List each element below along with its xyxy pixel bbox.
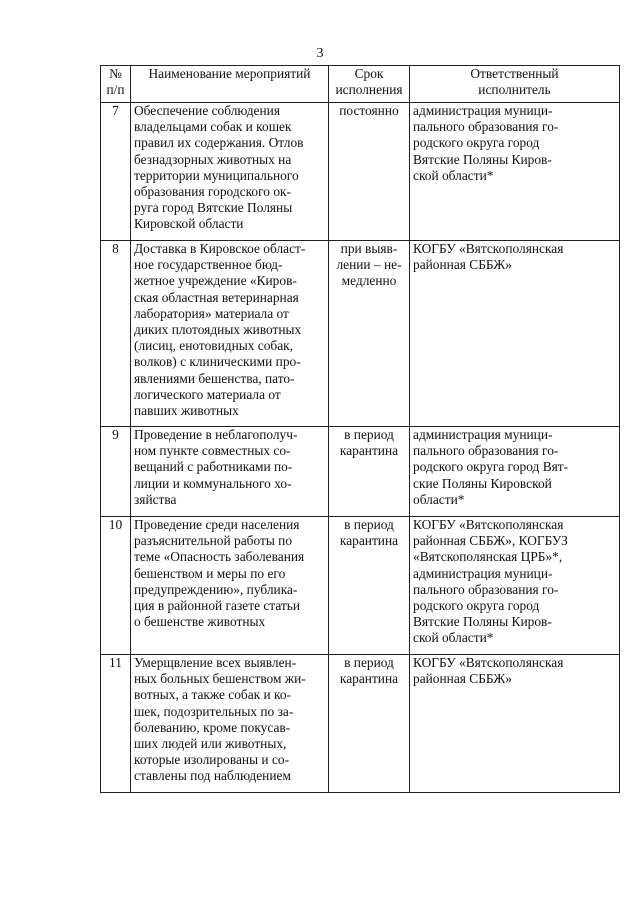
event-name [131, 241, 329, 427]
text-line: ской области* [413, 630, 494, 646]
text-line: территории муниципального [134, 167, 299, 183]
text-line: Вятские Поляны Киров- [413, 151, 552, 167]
text-line: вещаний с работниками по- [134, 459, 293, 475]
text-line: волков) с клиническими про- [134, 354, 301, 370]
text-line: вотных, а также собак и ко- [134, 687, 292, 703]
text-line: (лисиц, енотовидных собак, [134, 338, 294, 354]
text-line: пального образования го- [413, 119, 559, 135]
header-event-name [131, 66, 329, 103]
text-line: Умерщвление всех выявлен- [134, 655, 297, 670]
text-line: ской области* [413, 167, 494, 183]
table-row [101, 103, 620, 241]
text-line: зяйства [134, 491, 177, 507]
text-line: администрация муници- [413, 427, 553, 442]
deadline [329, 103, 410, 241]
text-line: администрация муници- [413, 103, 553, 118]
text-line: пального образования го- [413, 581, 559, 597]
text-line: явлениями бешенства, пато- [134, 370, 295, 386]
text-line: исполнитель [478, 82, 551, 98]
text-line: КОГБУ «Вятскополянская [413, 517, 564, 532]
text-line: КОГБУ «Вятскополянская [413, 655, 564, 670]
text-line: родского округа город [413, 135, 540, 151]
text-line: Срок [354, 66, 384, 81]
header-number [101, 66, 131, 103]
responsible [410, 241, 620, 427]
text-line: пального образования го- [413, 443, 559, 459]
table-header-row [101, 66, 620, 103]
text-line: карантина [339, 443, 399, 459]
text-line: правил их содержания. Отлов [134, 135, 304, 151]
text-line: карантина [339, 533, 399, 549]
row-number: 10 [101, 517, 131, 655]
header-responsible [410, 66, 620, 103]
text-line: п/п [106, 82, 125, 98]
text-line: Кировской области [134, 216, 244, 232]
row-number: 7 [101, 103, 131, 241]
text-line: районная СББЖ» [413, 671, 512, 687]
table-row [101, 241, 620, 427]
text-line: жетное учреждение «Киров- [134, 273, 297, 289]
text-line: ские Поляны Кировской [413, 475, 552, 491]
text-line: № [109, 66, 122, 81]
text-line: медленно [341, 273, 397, 289]
text-line: карантина [339, 671, 399, 687]
text-line: теме «Опасность заболевания [134, 549, 305, 565]
event-name [131, 103, 329, 241]
text-line: Проведение среди населения [134, 517, 300, 532]
text-line: Доставка в Кировское област- [134, 241, 306, 256]
text-line: районная СББЖ», КОГБУЗ [413, 533, 568, 549]
deadline [329, 427, 410, 517]
responsible [410, 517, 620, 655]
text-line: ших людей или животных, [134, 736, 287, 752]
text-line: родского округа город [413, 598, 540, 614]
text-line: ставлены под наблюдением [134, 768, 291, 784]
text-line: КОГБУ «Вятскополянская [413, 241, 564, 256]
text-line: ном пункте совместных со- [134, 443, 291, 459]
page-number: 3 [316, 46, 324, 61]
text-line: лиции и коммунального хо- [134, 475, 292, 491]
text-line: руга город Вятские Поляны [134, 200, 293, 216]
text-line: области* [413, 491, 465, 507]
text-line: районная СББЖ» [413, 257, 512, 273]
text-line: безнадзорных животных на [134, 151, 292, 167]
row-number: 8 [101, 241, 131, 427]
text-line: логического материала от [134, 386, 281, 402]
text-line: «Вятскополянская ЦРБ»*, [413, 549, 563, 565]
events-table [100, 65, 620, 793]
text-line: ных больных бешенством жи- [134, 671, 306, 687]
text-line: в период [344, 427, 394, 442]
table-row [101, 517, 620, 655]
text-line: исполнения [335, 82, 403, 98]
text-line: Наименование мероприятий [148, 66, 311, 81]
text-line: родского округа город Вят- [413, 459, 569, 475]
text-line: павших животных [134, 403, 239, 419]
event-name [131, 655, 329, 793]
text-line: в период [344, 517, 394, 532]
row-number: 9 [101, 427, 131, 517]
text-line: при выяв- [340, 241, 398, 256]
text-line: Обеспечение соблюдения [134, 103, 280, 118]
text-line: лении – не- [336, 257, 402, 273]
text-line: диких плотоядных животных [134, 322, 302, 338]
table-row [101, 427, 620, 517]
text-line: болеванию, кроме покусав- [134, 719, 291, 735]
row-number: 11 [101, 655, 131, 793]
deadline [329, 655, 410, 793]
event-name [131, 517, 329, 655]
text-line: ция в районной газете статьи [134, 598, 301, 614]
text-line: шек, подозрительных по за- [134, 703, 294, 719]
header-deadline [329, 66, 410, 103]
text-line: администрация муници- [413, 565, 553, 581]
responsible [410, 103, 620, 241]
responsible [410, 427, 620, 517]
responsible [410, 655, 620, 793]
text-line: ская областная ветеринарная [134, 289, 299, 305]
text-line: Проведение в неблагополуч- [134, 427, 298, 442]
text-line: Вятские Поляны Киров- [413, 614, 552, 630]
text-line: Ответственный [470, 66, 559, 81]
deadline [329, 517, 410, 655]
event-name [131, 427, 329, 517]
text-line: в период [344, 655, 394, 670]
text-line: владельцами собак и кошек [134, 119, 292, 135]
text-line: которые изолированы и со- [134, 752, 290, 768]
text-line: разъяснительной работы по [134, 533, 293, 549]
table-row [101, 655, 620, 793]
text-line: постоянно [339, 103, 399, 118]
text-line: образования городского ок- [134, 184, 291, 200]
text-line: ное государственное бюд- [134, 257, 283, 273]
text-line: бешенством и меры по его [134, 565, 286, 581]
text-line: лаборатория» материала от [134, 305, 289, 321]
text-line: предупреждению», публика- [134, 581, 298, 597]
text-line: о бешенстве животных [134, 614, 266, 630]
deadline [329, 241, 410, 427]
